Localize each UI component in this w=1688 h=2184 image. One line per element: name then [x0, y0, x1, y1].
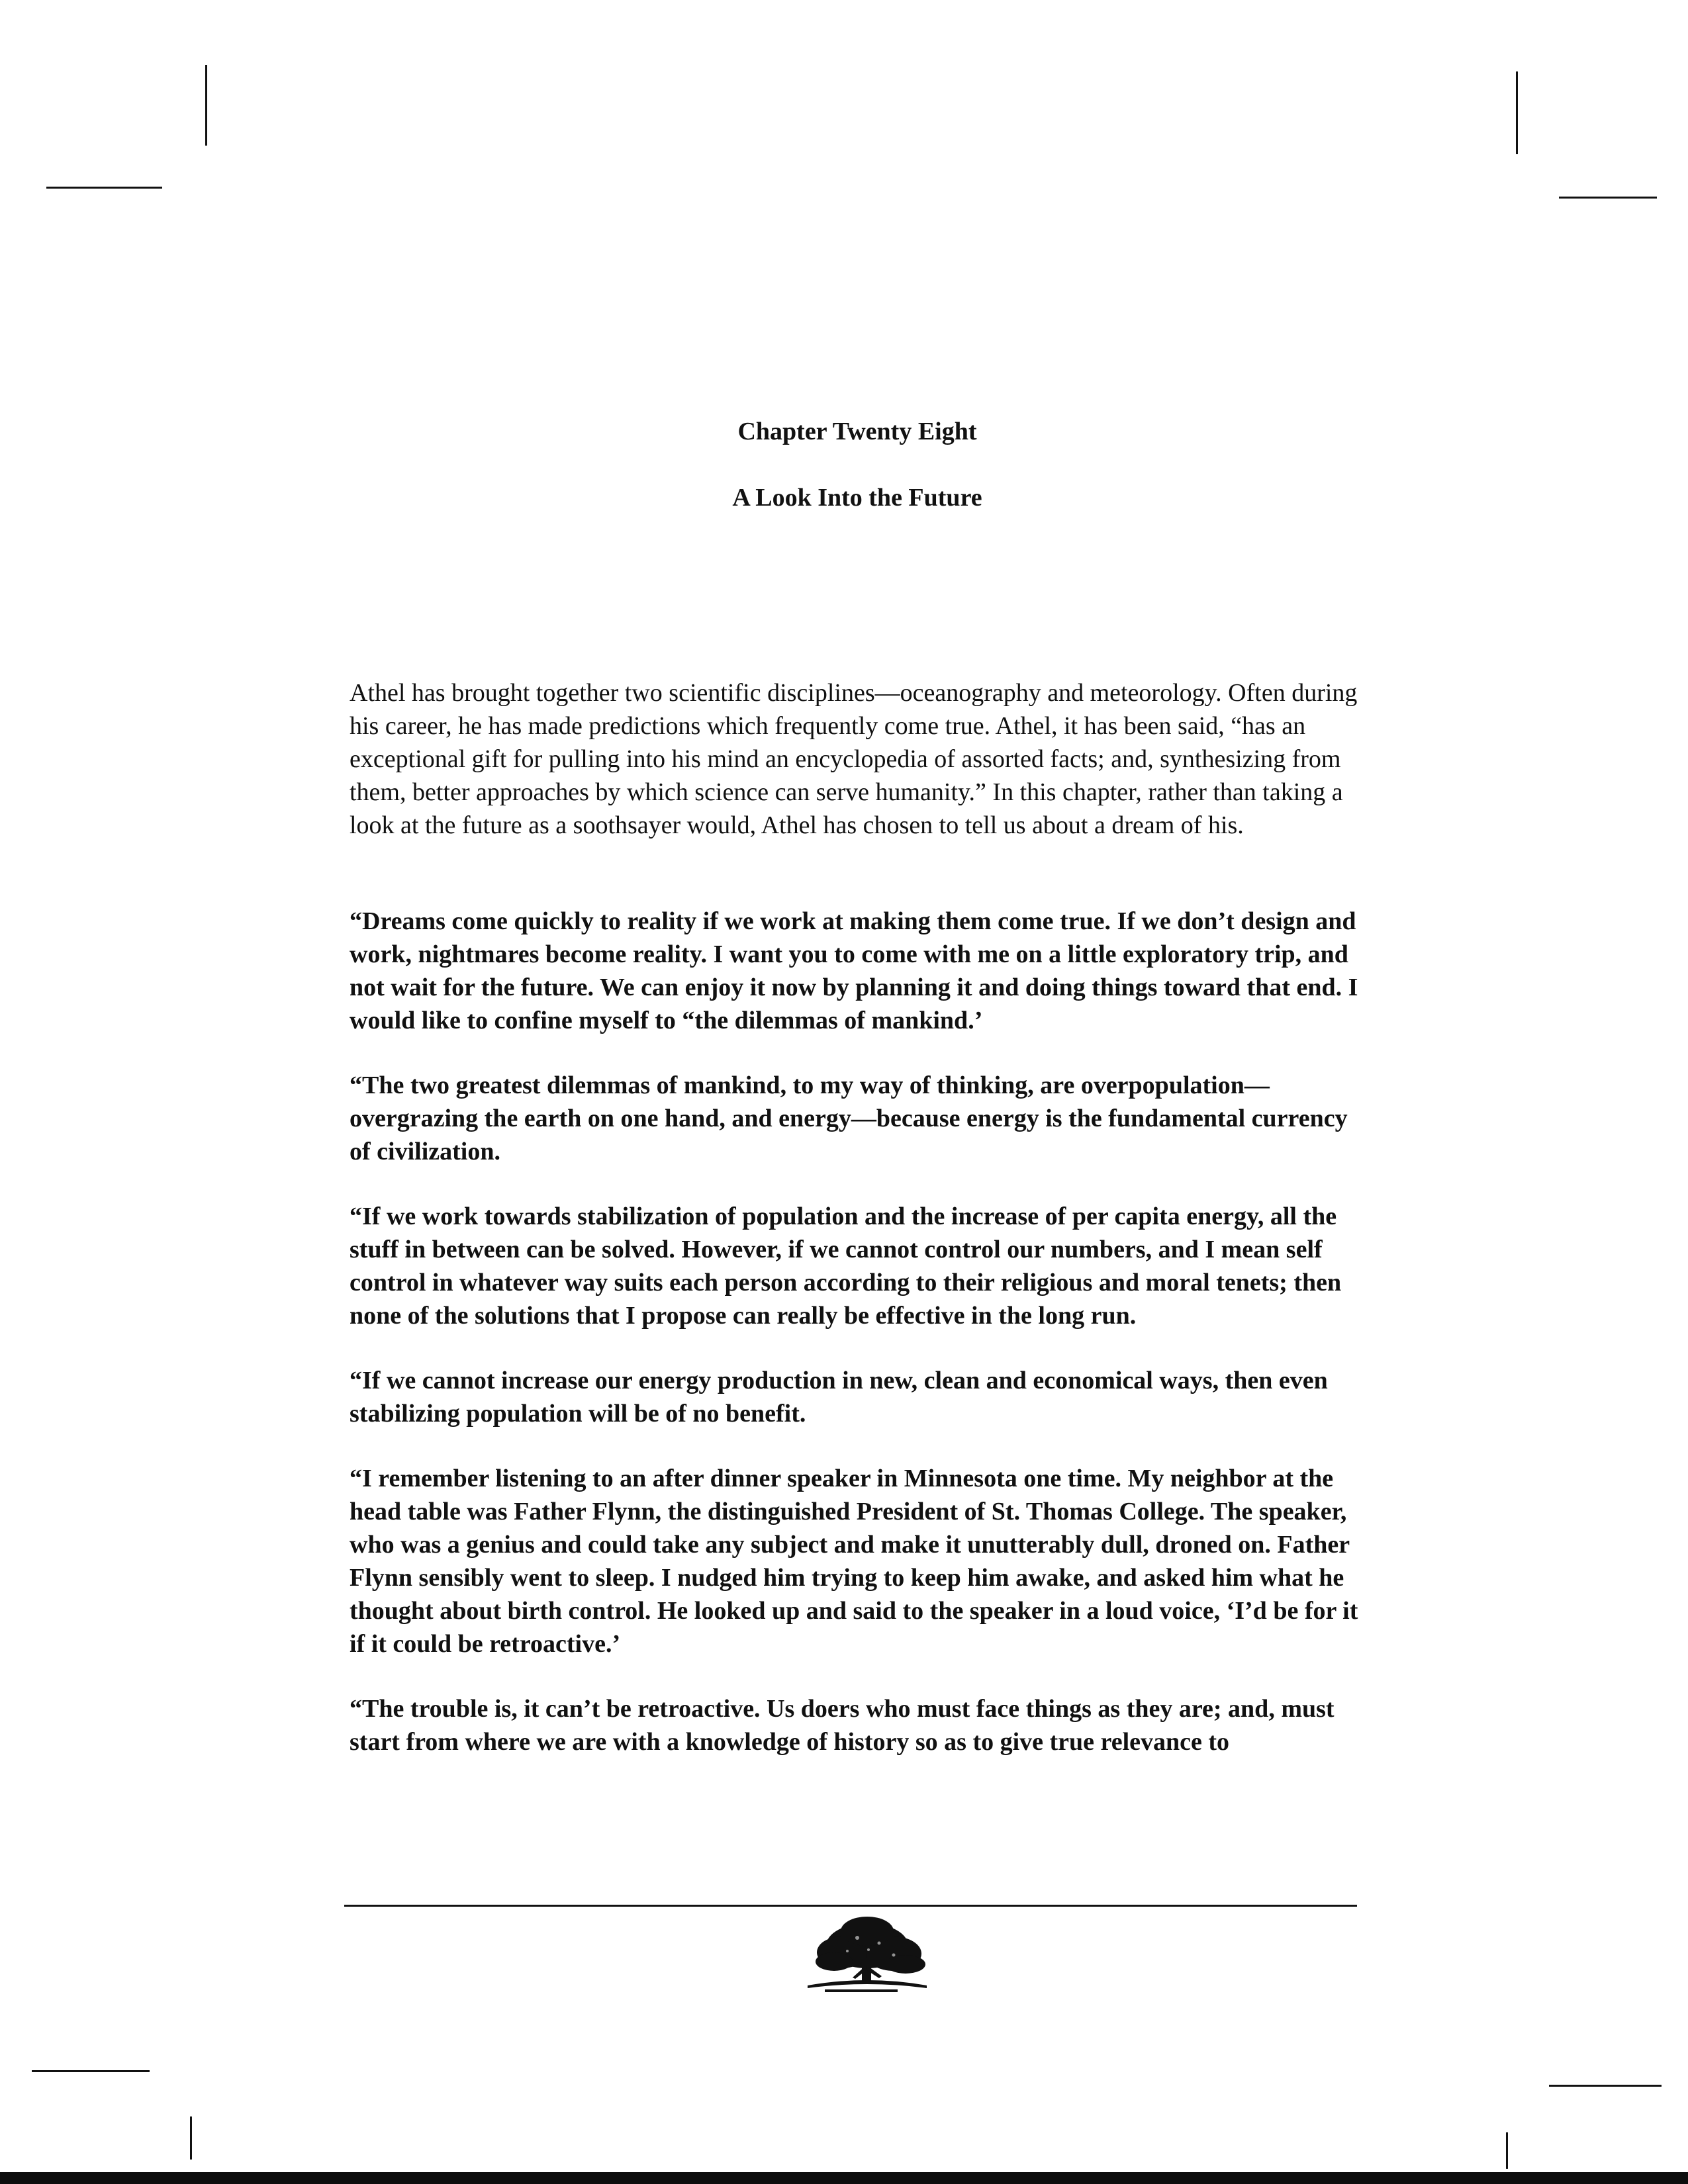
crop-mark-top-right-vertical [1516, 71, 1518, 154]
crop-mark-top-left-horizontal [46, 187, 162, 189]
body-paragraph-energy: “If we cannot increase our energy production in new, clean and economical ways, then even stabilizing population will be of no benefit. [350, 1367, 1328, 1428]
body-paragraph-retroactive: “The trouble is, it can’t be retroactive. Us doers who must face things as they are; and, must start from where we are with a knowledge of history so as to give true relevance to [350, 1695, 1335, 1756]
body-paragraph-dreams: “Dreams come quickly to reality if we work at making them come true. If we don’t design and work, nightmares become reality. I want you to come with me on a little exploratory trip, and not wait for the future. We can enjoy it now by planning it and doing things toward that end. I would like to confine myself to “the dilemmas of mankind.’ [350, 907, 1358, 1034]
crop-mark-bottom-right-vertical [1506, 2132, 1508, 2169]
chapter-title: A Look Into the Future [732, 484, 982, 512]
oak-tree-icon [794, 1911, 940, 1997]
intro-paragraph: Athel has brought together two scientific disciplines—oceanography and meteorology. Often during his career, he has made predictions which frequently come true. Athel, it has been said, “has an exceptional gift for pulling into his mind an encyclopedia of assorted facts; and, synthesizing from them, better approaches by which science can serve humanity.” In this chapter, rather than taking a look at the future as a soothsayer would, Athel has chosen to tell us about a dream of his. [350, 679, 1358, 839]
chapter-number-heading: Chapter Twenty Eight [737, 418, 977, 445]
crop-mark-bottom-right-horizontal [1549, 2085, 1662, 2087]
chapter-body [350, 676, 1369, 1790]
body-paragraph-dilemmas: “The two greatest dilemmas of mankind, to my way of thinking, are overpopulation—overgrazing the earth on one hand, and energy—because energy is the fundamental currency of civilization. [350, 1071, 1348, 1165]
crop-mark-top-left-vertical [205, 65, 207, 146]
crop-mark-bottom-left-horizontal [32, 2070, 150, 2072]
crop-mark-top-right-horizontal [1559, 197, 1657, 199]
body-paragraph-father-flynn: “I remember listening to an after dinner speaker in Minnesota one time. My neighbor at the head table was Father Flynn, the distinguished President of St. Thomas College. The speaker, who was a genius and could take any subject and make it unutterably dull, droned on. Father Flynn sensibly went to sleep. I nudged him trying to keep him awake, and asked him what he thought about birth control. He looked up and said to the speaker in a loud voice, ‘I’d be for it if it could be retroactive.’ [350, 1465, 1358, 1658]
footer-rule [344, 1905, 1357, 1907]
scan-bottom-edge [0, 2172, 1688, 2184]
body-paragraph-stabilization: “If we work towards stabilization of population and the increase of per capita energy, all the stuff in between can be solved. However, if we cannot control our numbers, and I mean self control in whatever way suits each person according to their religious and moral tenets; then none of the solutions that I propose can really be effective in the long run. [350, 1203, 1342, 1330]
crop-mark-bottom-left-vertical [190, 2116, 192, 2160]
